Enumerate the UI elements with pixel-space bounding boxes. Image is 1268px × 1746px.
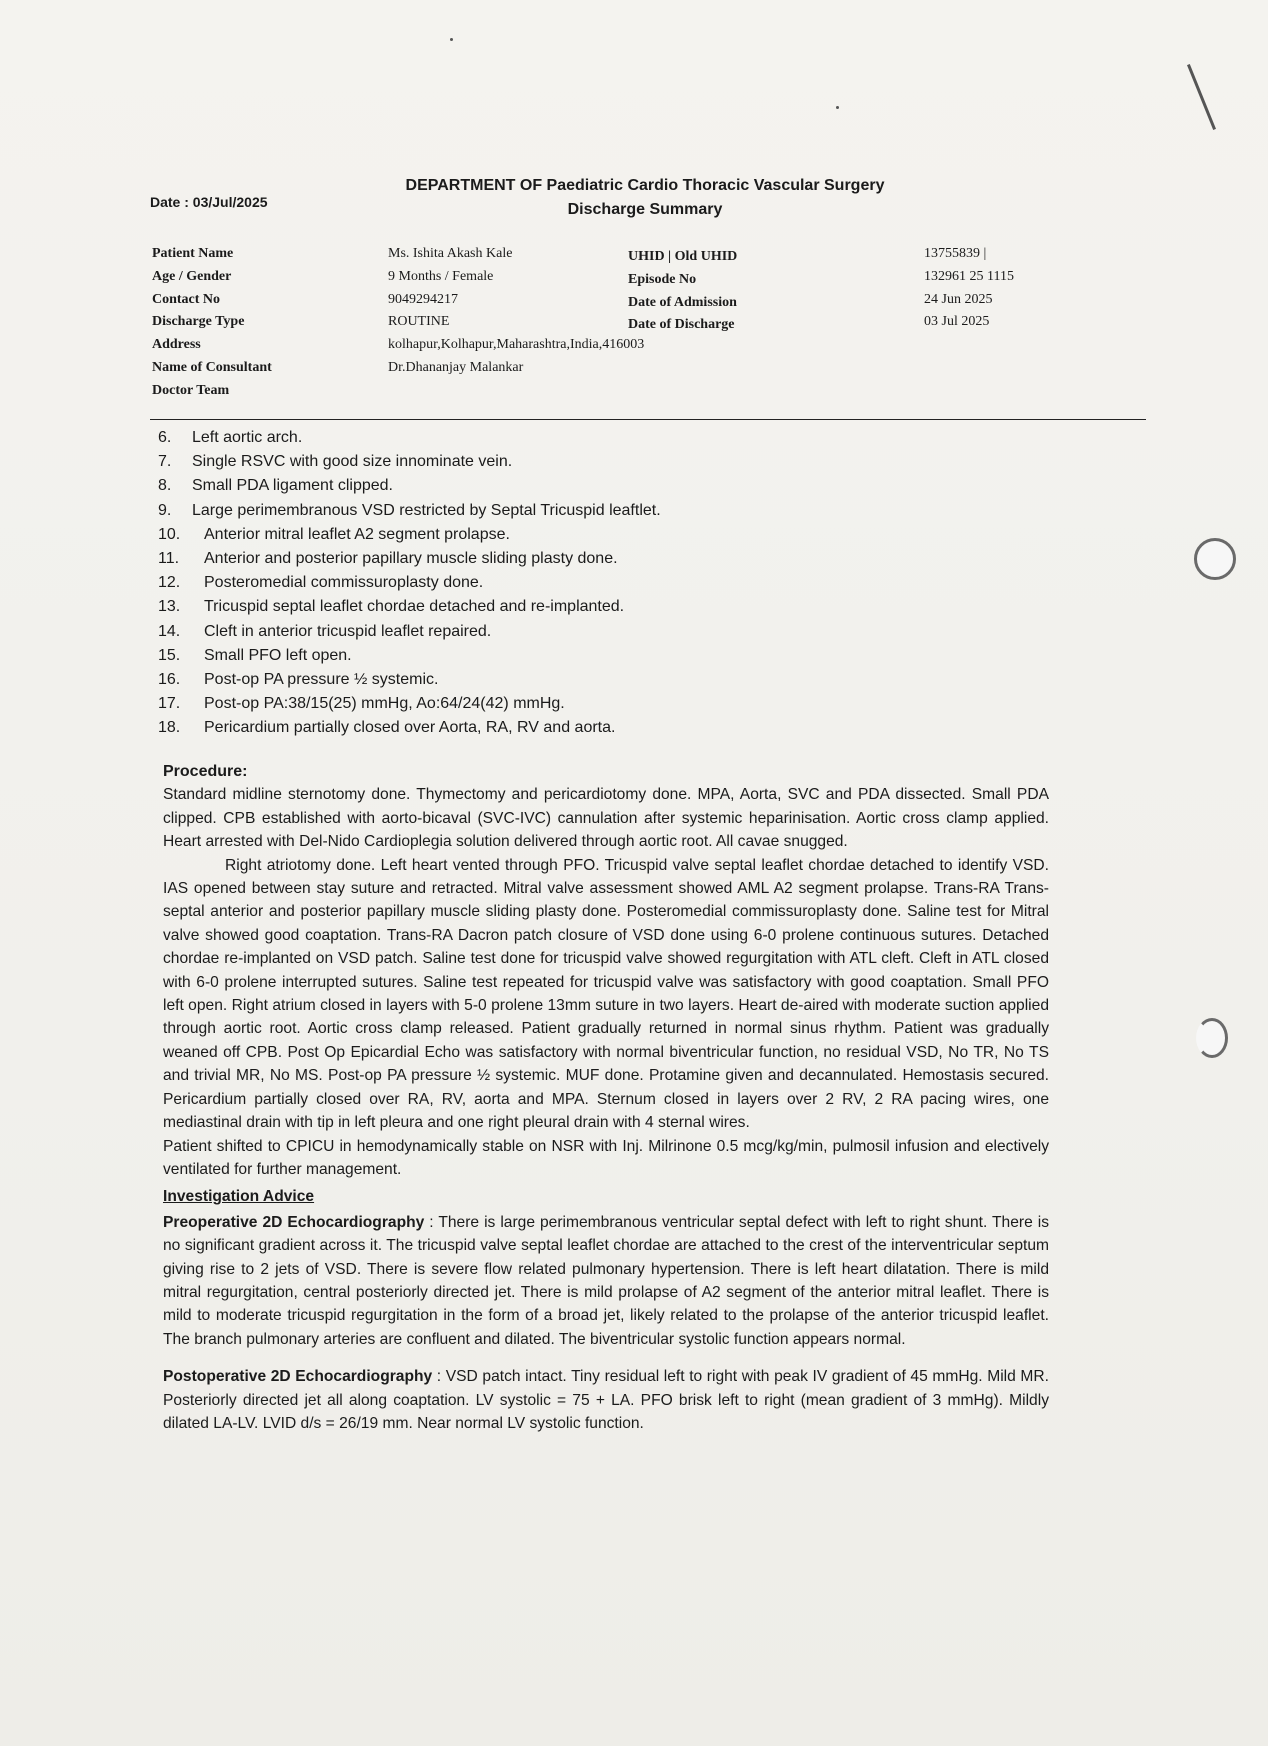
finding-item xyxy=(158,571,661,595)
patient-name: Ms. Ishita Akash Kale xyxy=(388,246,513,261)
finding-text: Small PFO left open. xyxy=(204,646,352,664)
procedure-heading: Procedure: xyxy=(163,763,248,780)
field-label: Discharge Type xyxy=(152,314,245,330)
finding-number: 16. xyxy=(158,670,181,688)
postop-echo-label: Postoperative 2D Echocardiography xyxy=(163,1368,433,1386)
finding-text: Left aortic arch. xyxy=(192,429,303,446)
finding-item xyxy=(158,499,661,523)
finding-item xyxy=(158,668,661,692)
report-body xyxy=(163,760,1049,1435)
finding-number: 7. xyxy=(158,453,172,471)
patient-info-labels xyxy=(152,243,372,403)
procedure-paragraph: Standard midline sternotomy done. Thymectomy and pericardiotomy done. MPA, Aorta, SVC and PDA dissected. Small PDA clipped. CPB established with aorto-bicaval (SVC-IVC) cannulation after systemic heparinisation. Aortic cross clamp applied. Heart arrested with Del-Nido Cardioplegia solution delivered through aortic root. All cavae snugged. xyxy=(163,786,1049,851)
finding-text: Post-op PA pressure ½ systemic. xyxy=(204,670,439,688)
department-heading xyxy=(360,174,930,222)
field-label: Name of Consultant xyxy=(152,359,272,375)
episode-no: 132961 25 1115 xyxy=(924,268,1014,284)
finding-text: Single RSVC with good size innominate vein. xyxy=(192,453,513,471)
finding-number: 18. xyxy=(158,719,181,737)
field-label: Address xyxy=(152,337,201,353)
field-label: Date of Admission xyxy=(628,294,737,310)
finding-number: 14. xyxy=(158,622,181,640)
finding-number: 12. xyxy=(158,574,181,592)
finding-number: 15. xyxy=(158,646,181,664)
preop-echo-label: Preoperative 2D Echocardiography xyxy=(163,1213,425,1231)
finding-item xyxy=(158,474,661,498)
finding-item xyxy=(158,716,661,740)
punch-hole xyxy=(1196,1018,1228,1058)
finding-item xyxy=(158,644,661,668)
finding-item xyxy=(158,692,661,716)
finding-number: 17. xyxy=(158,695,181,713)
finding-number: 6. xyxy=(158,429,172,446)
patient-age-gender: 9 Months / Female xyxy=(388,268,494,284)
finding-number: 13. xyxy=(158,598,181,616)
report-date: Date : 03/Jul/2025 xyxy=(150,194,268,210)
field-label: Age / Gender xyxy=(152,268,232,284)
finding-number: 10. xyxy=(158,525,181,543)
scan-speck xyxy=(450,38,453,41)
field-label: UHID | Old UHID xyxy=(628,249,738,264)
postop-echo xyxy=(163,1365,1049,1435)
doctor-team xyxy=(388,380,728,403)
field-label: Doctor Team xyxy=(152,382,230,398)
document-title: Discharge Summary xyxy=(567,201,723,218)
finding-item xyxy=(158,595,661,619)
procedure-paragraph: Patient shifted to CPICU in hemodynamically stable on NSR with Inj. Milrinone 0.5 mcg/kg/min, pulmosil infusion and electively ventilated for further management. xyxy=(163,1137,1049,1178)
finding-text: Anterior and posterior papillary muscle sliding plasty done. xyxy=(204,549,618,567)
episode-info-values xyxy=(924,243,1064,334)
scan-scratch-mark xyxy=(1187,64,1216,130)
finding-item xyxy=(158,620,661,644)
finding-number: 8. xyxy=(158,477,172,495)
field-label: Date of Discharge xyxy=(628,317,735,333)
uhid: 13755839 | xyxy=(924,246,987,261)
field-label: Episode No xyxy=(628,271,697,287)
postop-echo-text: : VSD patch intact. Tiny residual left to right with peak IV gradient of 45 mmHg. Mild MR. Posteriorly directed jet all along coaptation. LV systolic = 75 + LA. PFO brisk left to right (mean gradient of 3 mmHg). Mildly dilated LA-LV. LVID d/s = 26/19 mm. Near normal LV systolic function. xyxy=(163,1368,1049,1432)
finding-item xyxy=(158,523,661,547)
finding-number: 11. xyxy=(158,549,180,567)
scan-speck xyxy=(836,106,839,109)
discharge-type: ROUTINE xyxy=(388,314,450,330)
patient-address: kolhapur,Kolhapur,Maharashtra,India,416003 xyxy=(388,337,645,353)
patient-contact: 9049294217 xyxy=(388,291,458,307)
episode-info-labels xyxy=(628,246,828,337)
finding-item xyxy=(158,547,661,571)
finding-number: 9. xyxy=(158,501,172,519)
field-label: Patient Name xyxy=(152,246,234,261)
finding-item xyxy=(158,426,661,450)
finding-item xyxy=(158,450,661,474)
preop-echo xyxy=(163,1211,1049,1351)
header-divider xyxy=(150,419,1146,420)
consultant-name: Dr.Dhananjay Malankar xyxy=(388,359,524,375)
punch-hole xyxy=(1194,538,1236,580)
finding-text: Small PDA ligament clipped. xyxy=(192,477,393,495)
findings-list xyxy=(158,426,661,740)
investigation-heading: Investigation Advice xyxy=(163,1188,315,1206)
preop-echo-text: : There is large perimembranous ventricular septal defect with left to right shunt. There is no significant gradient across it. The tricuspid valve septal leaflet chordae are attached to the crest of the interventricular septum giving rise to 2 jets of VSD. There is severe flow related pulmonary hypertension. There is left heart dilatation. There is mild mitral regurgitation, central posteriorly directed jet. There is mild prolapse of A2 segment of the anterior mitral leaflet. There is mild to moderate tricuspid regurgitation in the form of a broad jet, likely related to the prolapse of the anterior tricuspid leaflet. The branch pulmonary arteries are confluent and dilated. The biventricular systolic function appears normal. xyxy=(163,1213,1049,1348)
field-label: Contact No xyxy=(152,291,221,307)
department-name: DEPARTMENT OF Paediatric Cardio Thoracic Vascular Surgery xyxy=(405,177,885,194)
discharge-date: 03 Jul 2025 xyxy=(924,314,990,330)
finding-text: Post-op PA:38/15(25) mmHg, Ao:64/24(42) mmHg. xyxy=(204,695,565,713)
finding-text: Pericardium partially closed over Aorta, RA, RV and aorta. xyxy=(204,719,616,737)
finding-text: Tricuspid septal leaflet chordae detached and re-implanted. xyxy=(204,598,625,616)
finding-text: Large perimembranous VSD restricted by Septal Tricuspid leaftlet. xyxy=(192,501,661,519)
procedure-paragraph: Right atriotomy done. Left heart vented through PFO. Tricuspid valve septal leaflet chordae detached to identify VSD. IAS opened between stay suture and retracted. Mitral valve assessment showed AML A2 segment prolapse. Trans-RA Trans-septal anterior and posterior papillary muscle sliding plasty done. Posteromedial commissuroplasty done. Saline test for Mitral valve showed good coaptation. Trans-RA Dacron patch closure of VSD done using 6-0 prolene continuous sutures. Detached chordae re-implanted on VSD patch. Saline test done for tricuspid valve showed regurgitation with ATL cleft. Cleft in ATL closed with 6-0 prolene interrupted sutures. Saline test repeated for tricuspid valve was satisfactory with good coaptation. Small PFO left open. Right atrium closed in layers with 5-0 prolene 13mm suture in two layers. Heart de-aired with moderate suction applied through aortic root. Aortic cross clamp released. Patient gradually returned in normal sinus rhythm. Patient was gradually weaned off CPB. Post Op Epicardial Echo was satisfactory with normal biventricular function, no residual VSD, No TR, No TS and trivial MR, No MS. Post-op PA pressure ½ systemic. MUF done. Protamine given and decannulated. Hemostasis secured. Pericardium partially closed over RA, RV, aorta and MPA. Sternum closed in layers over 2 RV, 2 RA pacing wires, one mediastinal drain with tip in left pleura and one right pleural drain with 4 sternal wires. xyxy=(163,856,1049,1132)
finding-text: Anterior mitral leaflet A2 segment prolapse. xyxy=(204,525,510,543)
admission-date: 24 Jun 2025 xyxy=(924,291,993,307)
finding-text: Cleft in anterior tricuspid leaflet repaired. xyxy=(204,622,492,640)
finding-text: Posteromedial commissuroplasty done. xyxy=(204,574,484,592)
